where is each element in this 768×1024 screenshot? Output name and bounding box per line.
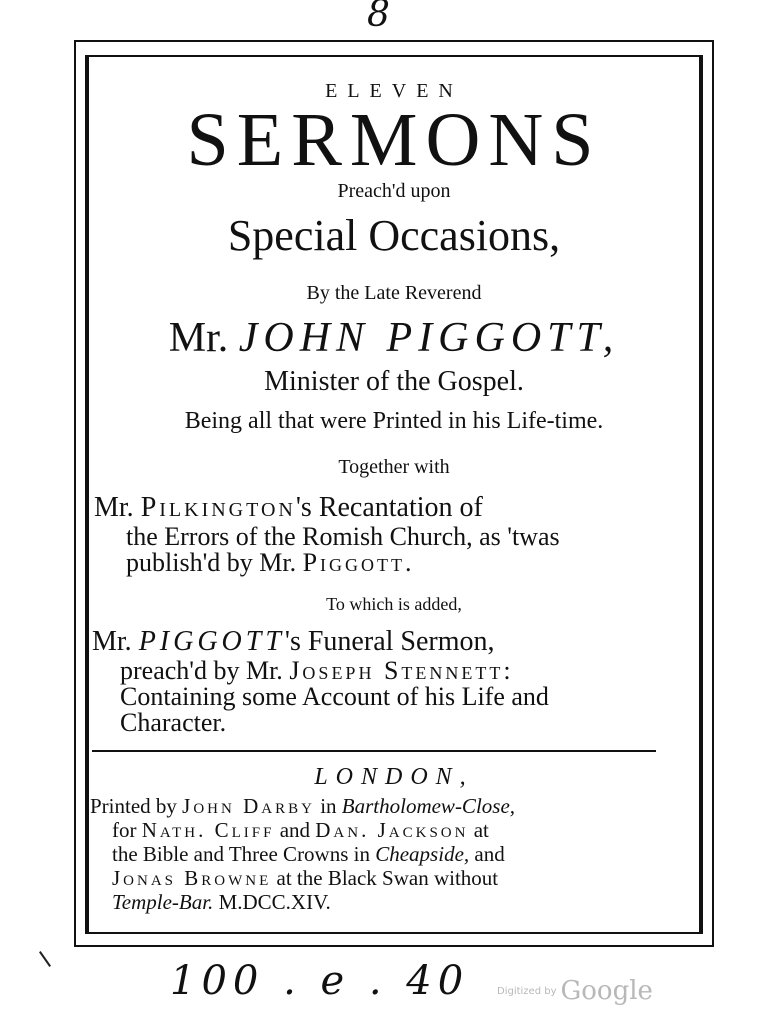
handwritten-number: 8 (367, 0, 390, 35)
together-rest: 's Recantation of (295, 492, 483, 523)
together-prefix: Mr. (94, 492, 134, 523)
title-special-occasions: Special Occasions, (227, 211, 561, 260)
imp4-a: Jonas Browne (112, 866, 272, 890)
together-l3-prefix: publish'd by Mr. (126, 548, 297, 577)
author-line (90, 314, 698, 362)
imp3-c: and (474, 842, 505, 866)
stennett-name: Joseph Stennett: (289, 656, 514, 685)
imp2-d: Dan. Jackson (315, 818, 469, 842)
added-line-4: Character. (120, 708, 227, 737)
title-by-the-late: By the Late Reverend (306, 282, 482, 304)
added-prefix: Mr. (92, 626, 132, 657)
divider-rule (92, 750, 656, 752)
together-line-3 (126, 548, 734, 578)
added-heading: To which is added, (326, 594, 462, 614)
imp1-a: Printed by (90, 794, 177, 818)
added-l2-prefix: preach'd by Mr. (120, 656, 283, 685)
imp2-b: Nath. Cliff (141, 818, 275, 842)
added-line-1 (92, 626, 700, 658)
author-name: JOHN PIGGOTT, (238, 315, 620, 361)
imprint-line-4 (112, 866, 720, 891)
imprint-line-5 (112, 890, 720, 915)
imprint-city: LONDON, (314, 764, 474, 790)
digitized-label: Digitized by (497, 985, 557, 997)
imp3-a: the Bible and Three Crowns in (112, 842, 370, 866)
title-preachd: Preach'd upon (337, 180, 451, 202)
added-piggott: PIGGOTT (138, 626, 285, 657)
imp4-b: at the Black Swan without (276, 866, 499, 890)
together-heading: Together with (338, 456, 450, 478)
shelfmark: 100 . e . 40 (170, 958, 470, 1004)
imp2-e: at (473, 818, 489, 842)
imprint-line-1 (90, 794, 698, 819)
together-line-1 (94, 492, 702, 524)
together-line-2: the Errors of the Romish Church, as 'twas (126, 522, 560, 551)
imp3-b: Cheapside, (375, 842, 470, 866)
title-eleven: ELEVEN (325, 80, 463, 102)
imp2-a: for (112, 818, 137, 842)
imp5-a: Temple-Bar. (112, 890, 214, 914)
piggott-name: Piggott. (302, 548, 415, 577)
title-sermons: SERMONS (186, 98, 602, 182)
author-prefix: Mr. (168, 315, 229, 361)
pilkington-name: Pilkington (140, 492, 296, 523)
author-title: Minister of the Gospel. (264, 366, 524, 397)
pen-tick (39, 951, 51, 967)
added-rest: 's Funeral Sermon, (284, 626, 495, 657)
imp1-c: in (320, 794, 337, 818)
added-line-3: Containing some Account of his Life and (120, 682, 549, 711)
imp1-b: John Darby (182, 794, 315, 818)
digitized-watermark (497, 976, 653, 1006)
imp2-c: and (279, 818, 311, 842)
imprint-line-2 (112, 818, 720, 843)
printed-note: Being all that were Printed in his Life-time. (184, 408, 604, 434)
google-logo: Google (560, 976, 653, 1006)
imp1-d: Bartholomew-Close, (341, 794, 516, 818)
imp5-b: M.DCC.XIV. (218, 890, 331, 914)
imprint-line-3 (112, 842, 720, 867)
